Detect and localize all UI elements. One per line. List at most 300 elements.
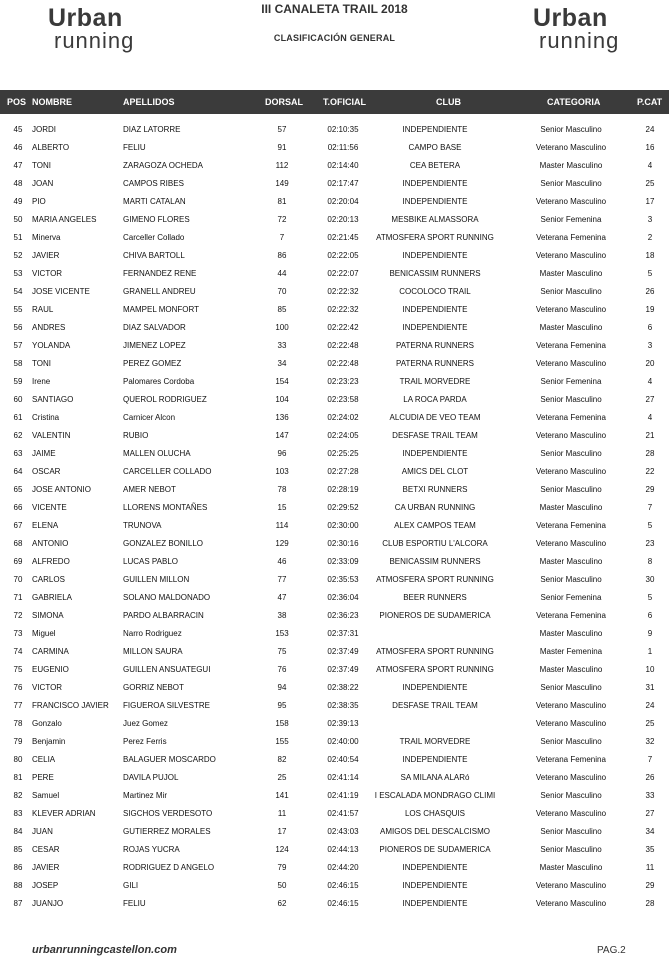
cell-apellidos: SIGCHOS VERDESOTO	[123, 809, 213, 818]
cell-pos: 49	[13, 197, 23, 206]
cell-categoria: Veterano Masculino	[535, 719, 607, 728]
cell-pos: 75	[13, 665, 23, 674]
cell-tiempo: 02:11:56	[327, 143, 359, 152]
cell-nombre: Samuel	[32, 791, 60, 800]
cell-categoria: Senior Masculino	[540, 737, 602, 746]
cell-apellidos: DIAZ LATORRE	[123, 125, 181, 134]
cell-pcat: 29	[645, 881, 655, 890]
cell-pos: 76	[13, 683, 23, 692]
cell-dorsal: 47	[277, 593, 287, 602]
cell-club: AMIGOS DEL DESCALCISMO	[380, 827, 490, 836]
cell-dorsal: 15	[277, 503, 287, 512]
cell-categoria: Master Femenina	[539, 647, 603, 656]
cell-nombre: JUAN	[32, 827, 53, 836]
cell-tiempo: 02:41:14	[327, 773, 359, 782]
cell-nombre: GABRIELA	[32, 593, 73, 602]
cell-categoria: Senior Femenina	[540, 215, 602, 224]
cell-apellidos: CHIVA BARTOLL	[123, 251, 185, 260]
table-row	[0, 175, 669, 193]
table-row	[0, 805, 669, 823]
cell-club: TRAIL MORVEDRE	[399, 737, 471, 746]
cell-nombre: MARIA ANGELES	[32, 215, 97, 224]
cell-apellidos: FIGUEROA SILVESTRE	[123, 701, 210, 710]
cell-tiempo: 02:17:47	[327, 179, 359, 188]
cell-apellidos: LUCAS PABLO	[123, 557, 178, 566]
cell-tiempo: 02:20:13	[327, 215, 359, 224]
cell-categoria: Veterano Masculino	[535, 251, 607, 260]
table-row	[0, 391, 669, 409]
cell-pos: 72	[13, 611, 23, 620]
cell-categoria: Veterano Masculino	[535, 359, 607, 368]
cell-club: AMICS DEL CLOT	[401, 467, 469, 476]
cell-pcat: 24	[645, 701, 655, 710]
logo-word-running: running	[539, 28, 620, 53]
table-header	[0, 90, 669, 114]
column-header-dorsal: DORSAL	[265, 97, 303, 107]
cell-apellidos: MALLEN OLUCHA	[123, 449, 191, 458]
table-row	[0, 553, 669, 571]
cell-nombre: PIO	[32, 197, 46, 206]
cell-categoria: Veterana Femenina	[536, 611, 606, 620]
cell-pos: 52	[13, 251, 23, 260]
cell-categoria: Master Masculino	[539, 161, 603, 170]
cell-apellidos: Martinez Mir	[123, 791, 168, 800]
cell-tiempo: 02:40:54	[327, 755, 359, 764]
cell-nombre: JOSE VICENTE	[32, 287, 90, 296]
cell-nombre: EUGENIO	[32, 665, 69, 674]
cell-dorsal: 77	[277, 575, 287, 584]
cell-club: CA URBAN RUNNING	[394, 503, 476, 512]
cell-dorsal: 50	[277, 881, 287, 890]
cell-pcat: 26	[645, 773, 655, 782]
cell-apellidos: CAMPOS RIBES	[123, 179, 184, 188]
cell-tiempo: 02:28:19	[327, 485, 359, 494]
table-row	[0, 427, 669, 445]
cell-nombre: ALFREDO	[32, 557, 70, 566]
logo-word-urban: Urban	[533, 4, 608, 32]
cell-pos: 47	[13, 161, 23, 170]
cell-pcat: 11	[645, 863, 655, 872]
cell-apellidos: Palomares Cordoba	[123, 377, 195, 386]
cell-pos: 81	[13, 773, 23, 782]
cell-dorsal: 141	[275, 791, 289, 800]
cell-dorsal: 81	[277, 197, 287, 206]
cell-dorsal: 57	[277, 125, 287, 134]
table-row	[0, 247, 669, 265]
table-row	[0, 121, 669, 139]
cell-categoria: Master Masculino	[539, 863, 603, 872]
cell-club: LA ROCA PARDA	[403, 395, 467, 404]
cell-club: INDEPENDIENTE	[402, 179, 468, 188]
cell-tiempo: 02:36:23	[327, 611, 359, 620]
cell-categoria: Veterano Masculino	[535, 773, 607, 782]
cell-tiempo: 02:22:05	[327, 251, 359, 260]
cell-dorsal: 86	[277, 251, 287, 260]
cell-pcat: 5	[647, 269, 653, 278]
cell-tiempo: 02:33:09	[327, 557, 359, 566]
cell-pcat: 25	[645, 719, 655, 728]
table-row	[0, 499, 669, 517]
cell-pos: 87	[13, 899, 23, 908]
column-header-apellidos: APELLIDOS	[123, 97, 175, 107]
cell-nombre: SANTIAGO	[32, 395, 74, 404]
cell-nombre: PERE	[32, 773, 54, 782]
cell-club: INDEPENDIENTE	[402, 251, 468, 260]
cell-pcat: 21	[645, 431, 655, 440]
cell-pcat: 24	[645, 125, 655, 134]
cell-pcat: 31	[645, 683, 655, 692]
cell-apellidos: Carnicer Alcon	[123, 413, 176, 422]
cell-pos: 80	[13, 755, 23, 764]
cell-dorsal: 25	[277, 773, 287, 782]
cell-dorsal: 11	[277, 809, 287, 818]
cell-tiempo: 02:22:07	[327, 269, 359, 278]
cell-dorsal: 85	[277, 305, 287, 314]
cell-dorsal: 91	[277, 143, 287, 152]
cell-nombre: Irene	[32, 377, 51, 386]
cell-nombre: FRANCISCO JAVIER	[32, 701, 109, 710]
table-row	[0, 283, 669, 301]
cell-categoria: Veterano Masculino	[535, 467, 607, 476]
column-header-nombre: NOMBRE	[32, 97, 72, 107]
cell-nombre: Miguel	[32, 629, 56, 638]
cell-categoria: Veterano Masculino	[535, 701, 607, 710]
cell-pcat: 7	[647, 503, 653, 512]
cell-pcat: 3	[647, 341, 653, 350]
cell-pos: 61	[13, 413, 23, 422]
cell-club: CAMPO BASE	[408, 143, 462, 152]
cell-nombre: SIMONA	[32, 611, 64, 620]
cell-club: INDEPENDIENTE	[402, 683, 468, 692]
cell-tiempo: 02:30:16	[327, 539, 359, 548]
footer-page-number: PAG.2	[597, 945, 626, 956]
cell-tiempo: 02:22:32	[327, 287, 359, 296]
cell-categoria: Veterana Femenina	[536, 233, 606, 242]
cell-apellidos: GILI	[123, 881, 139, 890]
cell-pcat: 18	[645, 251, 655, 260]
logo-word-urban: Urban	[48, 4, 123, 32]
cell-apellidos: DIAZ SALVADOR	[123, 323, 186, 332]
cell-nombre: VICTOR	[32, 683, 63, 692]
table-row	[0, 877, 669, 895]
cell-nombre: ANDRES	[32, 323, 66, 332]
cell-nombre: JAVIER	[32, 863, 60, 872]
cell-nombre: JOAN	[32, 179, 54, 188]
cell-apellidos: GORRIZ NEBOT	[123, 683, 184, 692]
cell-pos: 65	[13, 485, 23, 494]
cell-club: INDEPENDIENTE	[402, 197, 468, 206]
cell-club: PATERNA RUNNERS	[396, 359, 474, 368]
table-row	[0, 715, 669, 733]
cell-pcat: 8	[647, 557, 653, 566]
cell-pcat: 6	[647, 611, 653, 620]
cell-pcat: 2	[647, 233, 653, 242]
cell-pcat: 30	[645, 575, 655, 584]
cell-categoria: Veterano Masculino	[535, 431, 607, 440]
cell-tiempo: 02:14:40	[327, 161, 359, 170]
table-row	[0, 355, 669, 373]
cell-club: BENICASSIM RUNNERS	[389, 269, 481, 278]
cell-club: COCOLOCO TRAIL	[399, 287, 471, 296]
cell-tiempo: 02:24:02	[327, 413, 359, 422]
table-row	[0, 571, 669, 589]
cell-categoria: Veterana Femenina	[536, 341, 606, 350]
cell-dorsal: 72	[277, 215, 287, 224]
cell-categoria: Master Masculino	[539, 269, 603, 278]
cell-dorsal: 100	[275, 323, 289, 332]
table-row	[0, 589, 669, 607]
cell-categoria: Master Masculino	[539, 557, 603, 566]
cell-pos: 70	[13, 575, 23, 584]
cell-pcat: 1	[647, 647, 653, 656]
cell-pos: 79	[13, 737, 23, 746]
cell-nombre: CESAR	[32, 845, 60, 854]
cell-categoria: Veterano Masculino	[535, 899, 607, 908]
cell-dorsal: 155	[275, 737, 289, 746]
cell-dorsal: 124	[275, 845, 289, 854]
cell-dorsal: 95	[277, 701, 287, 710]
cell-pos: 48	[13, 179, 23, 188]
cell-dorsal: 70	[277, 287, 287, 296]
cell-pcat: 5	[647, 593, 653, 602]
cell-pos: 71	[13, 593, 23, 602]
cell-pos: 53	[13, 269, 23, 278]
cell-categoria: Senior Masculino	[540, 125, 602, 134]
cell-club: INDEPENDIENTE	[402, 305, 468, 314]
cell-dorsal: 149	[275, 179, 289, 188]
cell-club: CEA BETERA	[409, 161, 461, 170]
cell-apellidos: FELIU	[123, 143, 146, 152]
cell-apellidos: ZARAGOZA OCHEDA	[123, 161, 204, 170]
cell-pos: 60	[13, 395, 23, 404]
cell-tiempo: 02:44:13	[327, 845, 359, 854]
cell-pcat: 26	[645, 287, 655, 296]
cell-club: PIONEROS DE SUDAMERICA	[379, 845, 491, 854]
table-row	[0, 859, 669, 877]
cell-pcat: 4	[647, 377, 653, 386]
cell-tiempo: 02:44:20	[327, 863, 359, 872]
cell-pos: 73	[13, 629, 23, 638]
cell-tiempo: 02:37:49	[327, 665, 359, 674]
cell-apellidos: PEREZ GOMEZ	[123, 359, 182, 368]
cell-categoria: Veterano Masculino	[535, 197, 607, 206]
cell-categoria: Senior Masculino	[540, 395, 602, 404]
cell-tiempo: 02:25:25	[327, 449, 359, 458]
cell-categoria: Senior Femenina	[540, 593, 602, 602]
cell-club: ALCUDIA DE VEO TEAM	[389, 413, 481, 422]
cell-pcat: 6	[647, 323, 653, 332]
cell-nombre: CARLOS	[32, 575, 65, 584]
cell-pos: 56	[13, 323, 23, 332]
cell-pos: 84	[13, 827, 23, 836]
cell-dorsal: 104	[275, 395, 289, 404]
column-header-categoria: CATEGORIA	[547, 97, 601, 107]
column-header-pcat: P.CAT	[637, 97, 663, 107]
cell-club: DESFASE TRAIL TEAM	[392, 431, 478, 440]
cell-pos: 64	[13, 467, 23, 476]
cell-dorsal: 62	[277, 899, 287, 908]
cell-nombre: JAVIER	[32, 251, 60, 260]
cell-club: LOS CHASQUIS	[404, 809, 465, 818]
table-row	[0, 607, 669, 625]
cell-pos: 69	[13, 557, 23, 566]
cell-nombre: ALBERTO	[32, 143, 70, 152]
table-row	[0, 229, 669, 247]
cell-dorsal: 112	[275, 161, 289, 170]
cell-categoria: Senior Masculino	[540, 485, 602, 494]
cell-pcat: 10	[645, 665, 655, 674]
cell-club: ALEX CAMPOS TEAM	[394, 521, 476, 530]
table-row	[0, 895, 669, 913]
cell-apellidos: QUEROL RODRIGUEZ	[123, 395, 207, 404]
cell-pcat: 19	[645, 305, 655, 314]
cell-categoria: Senior Masculino	[540, 575, 602, 584]
cell-dorsal: 75	[277, 647, 287, 656]
cell-dorsal: 44	[277, 269, 287, 278]
table-row	[0, 337, 669, 355]
table-row	[0, 265, 669, 283]
table-row	[0, 157, 669, 175]
cell-nombre: TONI	[32, 359, 51, 368]
cell-categoria: Senior Masculino	[540, 287, 602, 296]
table-row	[0, 517, 669, 535]
cell-tiempo: 02:22:42	[327, 323, 359, 332]
cell-pos: 57	[13, 341, 23, 350]
cell-pos: 66	[13, 503, 23, 512]
cell-club: ATMOSFERA SPORT RUNNING	[376, 575, 494, 584]
cell-club: MESBIKE ALMASSORA	[391, 215, 479, 224]
cell-pos: 83	[13, 809, 23, 818]
cell-club: I ESCALADA MONDRAGO CLIMI	[374, 791, 496, 800]
cell-nombre: KLEVER ADRIAN	[32, 809, 96, 818]
cell-tiempo: 02:38:35	[327, 701, 359, 710]
cell-dorsal: 147	[275, 431, 289, 440]
cell-tiempo: 02:23:23	[327, 377, 359, 386]
cell-pcat: 28	[645, 899, 655, 908]
cell-apellidos: PARDO ALBARRACIN	[123, 611, 204, 620]
cell-apellidos: RODRIGUEZ D ANGELO	[123, 863, 215, 872]
column-header-tiempo: T.OFICIAL	[323, 97, 366, 107]
cell-nombre: Gonzalo	[32, 719, 62, 728]
cell-dorsal: 129	[275, 539, 289, 548]
table-row	[0, 733, 669, 751]
cell-tiempo: 02:10:35	[327, 125, 359, 134]
table-row	[0, 211, 669, 229]
cell-pcat: 25	[645, 179, 655, 188]
cell-dorsal: 136	[275, 413, 289, 422]
cell-dorsal: 78	[277, 485, 287, 494]
cell-nombre: JUANJO	[32, 899, 64, 908]
cell-nombre: VALENTIN	[32, 431, 71, 440]
cell-nombre: YOLANDA	[32, 341, 71, 350]
cell-categoria: Master Masculino	[539, 665, 603, 674]
cell-nombre: CARMINA	[32, 647, 69, 656]
cell-categoria: Veterana Femenina	[536, 521, 606, 530]
cell-pcat: 3	[647, 215, 653, 224]
cell-pcat: 27	[645, 395, 655, 404]
table-row	[0, 625, 669, 643]
cell-tiempo: 02:37:49	[327, 647, 359, 656]
cell-tiempo: 02:38:22	[327, 683, 359, 692]
cell-apellidos: Narro Rodriguez	[123, 629, 182, 638]
cell-pos: 88	[13, 881, 23, 890]
table-row	[0, 535, 669, 553]
cell-pcat: 4	[647, 413, 653, 422]
cell-club: INDEPENDIENTE	[402, 125, 468, 134]
cell-categoria: Master Masculino	[539, 323, 603, 332]
cell-categoria: Veterano Masculino	[535, 305, 607, 314]
cell-nombre: ELENA	[32, 521, 59, 530]
cell-pcat: 27	[645, 809, 655, 818]
cell-dorsal: 82	[277, 755, 287, 764]
cell-pcat: 32	[645, 737, 655, 746]
cell-dorsal: 114	[275, 521, 289, 530]
cell-club: ATMOSFERA SPORT RUNNING	[376, 665, 494, 674]
cell-dorsal: 154	[275, 377, 289, 386]
cell-apellidos: DAVILA PUJOL	[123, 773, 179, 782]
cell-apellidos: MILLON SAURA	[123, 647, 183, 656]
table-row	[0, 697, 669, 715]
table-row	[0, 787, 669, 805]
cell-club: BEER RUNNERS	[403, 593, 467, 602]
column-header-club: CLUB	[436, 97, 461, 107]
cell-categoria: Veterano Masculino	[535, 881, 607, 890]
table-row	[0, 661, 669, 679]
cell-categoria: Senior Masculino	[540, 683, 602, 692]
cell-pcat: 16	[645, 143, 655, 152]
cell-apellidos: RUBIO	[123, 431, 149, 440]
cell-apellidos: MARTI CATALAN	[123, 197, 186, 206]
cell-dorsal: 38	[277, 611, 287, 620]
cell-dorsal: 79	[277, 863, 287, 872]
cell-club: INDEPENDIENTE	[402, 863, 468, 872]
table-row	[0, 643, 669, 661]
cell-apellidos: GRANELL ANDREU	[123, 287, 196, 296]
cell-tiempo: 02:29:52	[327, 503, 359, 512]
cell-pcat: 22	[645, 467, 655, 476]
cell-dorsal: 103	[275, 467, 289, 476]
cell-categoria: Veterano Masculino	[535, 809, 607, 818]
cell-categoria: Senior Masculino	[540, 827, 602, 836]
cell-nombre: JAIME	[32, 449, 56, 458]
table-row	[0, 481, 669, 499]
table-row	[0, 139, 669, 157]
cell-tiempo: 02:24:05	[327, 431, 359, 440]
cell-tiempo: 02:35:53	[327, 575, 359, 584]
cell-pcat: 33	[645, 791, 655, 800]
cell-nombre: VICTOR	[32, 269, 63, 278]
logo-word-running: running	[54, 28, 135, 53]
table-row	[0, 319, 669, 337]
cell-pos: 59	[13, 377, 23, 386]
cell-tiempo: 02:43:03	[327, 827, 359, 836]
cell-club: BETXI RUNNERS	[402, 485, 468, 494]
cell-tiempo: 02:46:15	[327, 881, 359, 890]
results-table-body	[0, 121, 669, 913]
cell-tiempo: 02:22:32	[327, 305, 359, 314]
table-row	[0, 841, 669, 859]
cell-pos: 55	[13, 305, 23, 314]
cell-apellidos: GUTIERREZ MORALES	[123, 827, 211, 836]
cell-nombre: ANTONIO	[32, 539, 69, 548]
cell-apellidos: BALAGUER MOSCARDO	[123, 755, 216, 764]
cell-nombre: JOSE ANTONIO	[32, 485, 91, 494]
cell-dorsal: 33	[277, 341, 287, 350]
cell-pos: 82	[13, 791, 23, 800]
cell-pcat: 20	[645, 359, 655, 368]
table-row	[0, 769, 669, 787]
cell-tiempo: 02:46:15	[327, 899, 359, 908]
